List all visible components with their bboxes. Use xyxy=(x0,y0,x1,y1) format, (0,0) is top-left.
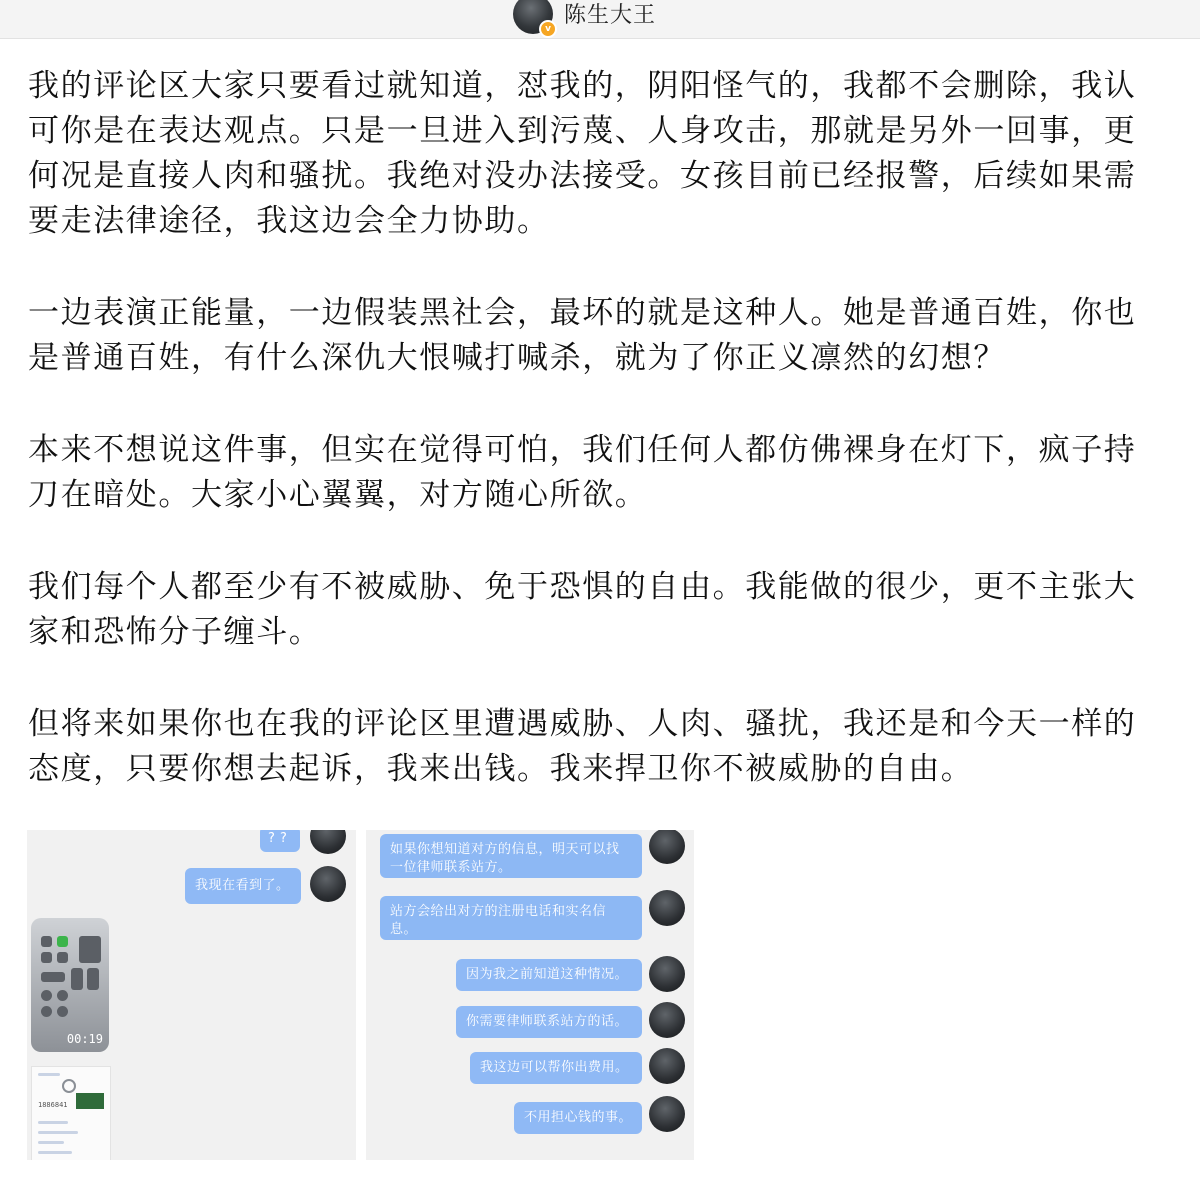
calculator-icon xyxy=(41,1006,52,1017)
airplane-icon xyxy=(41,936,52,947)
doc-line xyxy=(38,1073,60,1076)
chat-bubble: ? ? xyxy=(260,830,300,852)
redaction-block xyxy=(76,1093,104,1109)
doc-line xyxy=(38,1131,78,1134)
chat-bubble: 如果你想知道对方的信息，明天可以找一位律师联系站方。 xyxy=(380,834,642,878)
chat-avatar xyxy=(649,830,685,864)
post-body xyxy=(28,64,1168,839)
chat-bubble: 你需要律师联系站方的话。 xyxy=(456,1006,642,1038)
moon-icon xyxy=(57,952,68,963)
chat-avatar xyxy=(649,1002,685,1038)
doc-line xyxy=(38,1121,68,1124)
music-control-icon xyxy=(79,936,101,963)
camera-icon xyxy=(57,1006,68,1017)
post-paragraph: 但将来如果你也在我的评论区里遭遇威胁、人肉、骚扰，我还是和今天一样的态度，只要你想去起诉，我来出钱。我来捍卫你不被威胁的自由。 xyxy=(28,706,1137,787)
brightness-icon xyxy=(71,968,83,990)
chat-avatar xyxy=(649,890,685,926)
post-paragraph: 一边表演正能量，一边假装黑社会，最坏的就是这种人。她是普通百姓，你也是普通百姓，有什么深仇大恨喊打喊杀，就为了你正义凛然的幻想？ xyxy=(28,295,1137,376)
doc-line xyxy=(38,1151,72,1154)
chat-bubble: 我现在看到了。 xyxy=(185,868,301,904)
rotation-lock-icon xyxy=(41,972,65,982)
post-paragraph: 我的评论区大家只要看过就知道，怼我的，阴阳怪气的，我都不会删除，我认可你是在表达观点。只是一旦进入到污蔑、人身攻击，那就是另外一回事，更何况是直接人肉和骚扰。我绝对没办法接受。女孩目前已经报警，后续如果需要走法律途径，我这边会全力协助。 xyxy=(28,68,1137,239)
attached-image-2[interactable] xyxy=(366,830,694,1160)
page-bottom xyxy=(0,1160,1200,1190)
chat-bubble: 我这边可以帮你出费用。 xyxy=(470,1052,642,1084)
chat-bubble: 站方会给出对方的注册电话和实名信息。 xyxy=(380,896,642,940)
post-paragraph: 我们每个人都至少有不被威胁、免于恐惧的自由。我能做的很少，更不主张大家和恐怖分子缠斗。 xyxy=(28,569,1137,650)
video-thumbnail[interactable] xyxy=(31,918,109,1052)
flashlight-icon xyxy=(41,990,52,1001)
chat-bubble: 不用担心钱的事。 xyxy=(514,1102,642,1134)
volume-icon xyxy=(87,968,99,990)
document-thumbnail[interactable] xyxy=(31,1066,111,1160)
post-paragraph: 本来不想说这件事，但实在觉得可怕，我们任何人都仿佛裸身在灯下，疯子持刀在暗处。大家小心翼翼，对方随心所欲。 xyxy=(28,432,1137,513)
timer-icon xyxy=(57,990,68,1001)
username[interactable]: 陈生大王 xyxy=(564,3,657,28)
chat-avatar xyxy=(649,956,685,992)
chat-avatar xyxy=(649,1048,685,1084)
attached-image-1[interactable] xyxy=(27,830,356,1160)
doc-number: 1886841 xyxy=(38,1101,68,1109)
wifi-icon xyxy=(57,936,68,947)
profile-icon xyxy=(62,1079,76,1093)
profile-header xyxy=(0,0,1200,39)
chat-avatar xyxy=(310,866,346,902)
verified-badge-icon: v xyxy=(539,20,557,38)
chat-avatar xyxy=(649,1096,685,1132)
bluetooth-icon xyxy=(41,952,52,963)
chat-avatar xyxy=(310,830,346,854)
video-duration: 00:19 xyxy=(66,1032,103,1046)
doc-line xyxy=(38,1141,64,1144)
chat-bubble: 因为我之前知道这种情况。 xyxy=(456,959,642,991)
